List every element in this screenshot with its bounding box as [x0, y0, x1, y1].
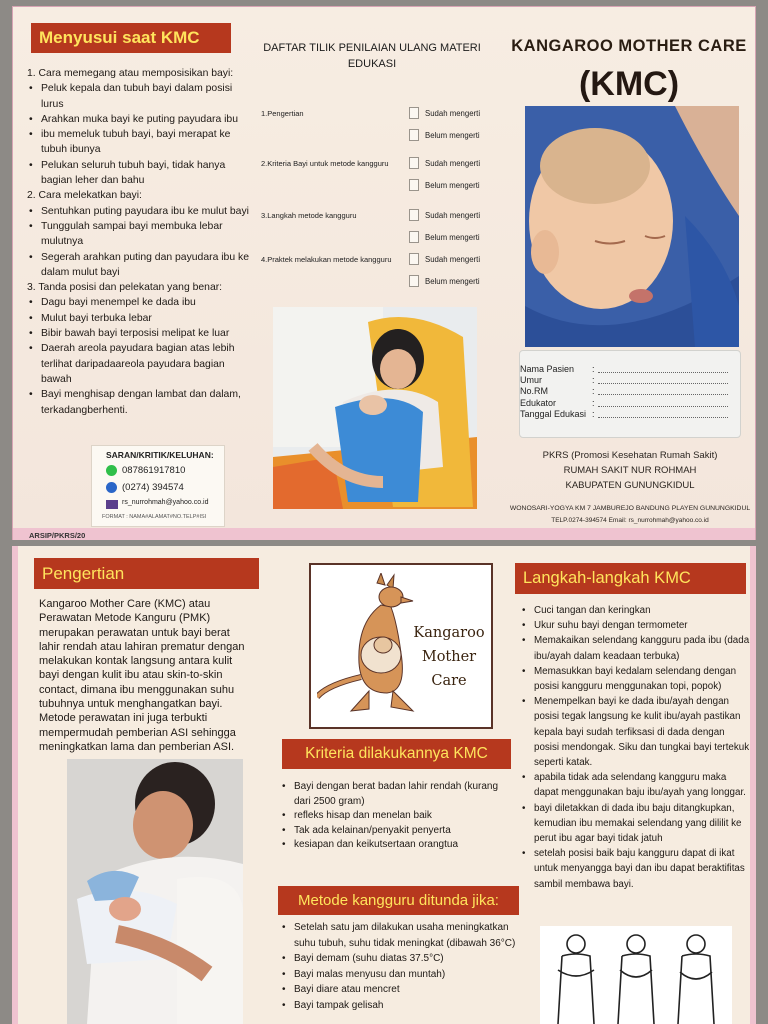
paragraph-line: meningkatkan lama dan pemberian ASI. [39, 740, 235, 753]
patient-fields [520, 364, 742, 420]
bullet-item: • Segerah arahkan puting dan payudara ibu ke dalam mulut bayi [27, 250, 249, 281]
sleeping-baby-photo [525, 106, 739, 347]
checkbox[interactable] [409, 129, 419, 141]
paragraph-line: lahir rendah atau lahiran prematur dengan [39, 640, 245, 653]
ditunda-item: • Setelah satu jam dilakukan usaha meningkatkan suhu tubuh, suhu tidak meningkat (dibawah 36°C) [280, 920, 520, 951]
paragraph-line: bayi dengan kulit ibu atau skin-to-skin [39, 669, 223, 682]
patient-field-input[interactable] [598, 372, 728, 373]
patient-field-colon: : [592, 375, 595, 386]
patient-field-label: Nama Pasien [520, 364, 575, 374]
ditunda-item: • Bayi demam (suhu diatas 37.5°C) [280, 951, 520, 967]
heading-pengertian: Pengertian [34, 558, 259, 589]
patient-field-label: Umur [520, 375, 542, 386]
patient-field-colon: : [592, 408, 595, 419]
bullet-item: • Bayi menghisap dengan lambat dan dalam, terkadangberhenti. [27, 387, 249, 418]
sms-format: FORMAT : NAMA#ALAMAT#NO.TELP#ISI [102, 514, 207, 520]
logo-word: Care [431, 673, 467, 689]
checkbox[interactable] [409, 179, 419, 191]
checklist-topic: 4.Praktek melakukan metode kangguru [261, 255, 392, 264]
checkbox[interactable] [409, 157, 419, 169]
patient-field-input[interactable] [598, 383, 728, 384]
patient-field-label: No.RM [520, 386, 549, 397]
patient-field-colon: : [592, 364, 595, 374]
brochure-outer-side [12, 6, 756, 540]
bullet-item: • Mulut bayi terbuka lebar [27, 311, 249, 326]
logo-word: Kangaroo [413, 625, 485, 641]
heading-menyusui: Menyusui saat KMC [31, 23, 231, 53]
email-address: rs_nurrohmah@yahoo.co.id [122, 499, 209, 506]
checkbox-label: Sudah mengerti [425, 211, 481, 220]
patient-field-colon: : [592, 397, 595, 408]
paragraph-line: melakukan kontak langsung antara kulit [39, 655, 233, 668]
org-contact: TELP.0274-394574 Email: rs_nurrohmah@yahoo.co.id [551, 517, 709, 524]
bullet-item: • Arahkan muka bayi ke puting payudara ibu [27, 112, 249, 127]
checklist-topic: 3.Langkah metode kangguru [261, 211, 357, 220]
paragraph-line: tubuhnya untuk menghangatkan bayi. [39, 698, 223, 711]
org-line-3: KABUPATEN GUNUNGKIDUL [565, 480, 695, 491]
checkbox[interactable] [409, 275, 419, 287]
pink-left-edge [12, 546, 18, 1024]
checkbox-label: Sudah mengerti [425, 109, 481, 118]
patient-field-label: Tanggal Edukasi [520, 408, 587, 419]
paragraph-line: Perawatan Metode Kanguru (PMK) [39, 612, 211, 625]
kriteria-list [280, 780, 512, 853]
patient-field-row [520, 386, 742, 397]
kangaroo-logo-frame [309, 563, 493, 729]
bullet-item: • Dagu bayi menempel ke dada ibu [27, 295, 249, 310]
kmc-title: KANGAROO MOTHER CARE [511, 37, 747, 55]
pengertian-paragraph [39, 597, 271, 754]
phone-number: (0274) 394574 [122, 482, 184, 493]
langkah-item: • setelah posisi baik baju kangguru dapat di ikat untuk menyangga bayi dan ibu dapat beraktifitas sambil membawa bayi. [520, 846, 750, 892]
kriteria-item: • kesiapan dan keikutsertaan orangtua [280, 838, 512, 853]
heading-ditunda: Metode kangguru ditunda jika: [278, 886, 519, 915]
langkah-item: • Memasukkan bayi kedalam selendang dengan posisi kangguru menggunakan topi, popok) [520, 664, 750, 694]
menyusui-list [27, 66, 249, 418]
heading-kriteria: Kriteria dilakukannya KMC [282, 739, 511, 769]
bullet-item: • Tunggulah sampai bayi membuka lebar mulutnya [27, 219, 249, 250]
numbered-item: 2. Cara melekatkan bayi: [27, 190, 142, 202]
kmc-steps-illustration [540, 926, 732, 1024]
checkbox[interactable] [409, 231, 419, 243]
bullet-item: • Daerah areola payudara bagian atas lebih terlihat daripadaareola payudara bagian bawah [27, 341, 249, 387]
phone-icon [106, 482, 117, 493]
whatsapp-icon [106, 465, 117, 476]
patient-field-row [520, 375, 742, 386]
paragraph-line: Metode perawatan ini juga terbukti [39, 712, 208, 725]
pink-bottom-edge [13, 528, 755, 540]
checkbox-label: Belum mengerti [425, 277, 480, 286]
paragraph-line: mempermudah pemberian ASI sehingga [39, 726, 236, 739]
patient-field-row [520, 409, 742, 420]
patient-field-row [520, 398, 742, 409]
org-line-2: RUMAH SAKIT NUR ROHMAH [563, 465, 697, 476]
patient-field-input[interactable] [598, 417, 728, 418]
contact-box [91, 445, 225, 527]
checkbox-label: Belum mengerti [425, 233, 480, 242]
heading-langkah: Langkah-langkah KMC [515, 563, 746, 594]
langkah-item: • apabila tidak ada selendang kangguru maka dapat menggunakan baju ibu/ayah yang longgar. [520, 770, 750, 800]
contact-title: SARAN/KRITIK/KELUHAN: [106, 450, 214, 460]
numbered-item: 1. Cara memegang atau memposisikan bayi: [27, 68, 234, 79]
logo-text [405, 621, 493, 693]
checkbox-label: Sudah mengerti [425, 159, 481, 168]
ditunda-list [280, 920, 520, 1013]
bullet-item: • Pelukan seluruh tubuh bayi, tidak hanya bagian leher dan bahu [27, 158, 249, 189]
checklist-topic: 1.Pengertian [261, 109, 304, 118]
bullet-item: • Bibir bawah bayi terposisi melipat ke luar [27, 326, 249, 341]
paragraph-line: merupakan perawatan untuk bayi berat [39, 626, 230, 639]
paragraph-line: contact, dimana ibu menggunakan suhu [39, 683, 235, 696]
checkbox-label: Belum mengerti [425, 181, 480, 190]
kriteria-item: • Tak ada kelainan/penyakit penyerta [280, 824, 512, 839]
patient-field-colon: : [592, 386, 595, 397]
checklist-title: DAFTAR TILIK PENILAIAN ULANG MATERI EDUKASI [263, 42, 481, 70]
patient-field-input[interactable] [598, 406, 728, 407]
numbered-item: 3. Tanda posisi dan pelekatan yang benar: [27, 282, 223, 294]
brochure-inner-side [12, 546, 756, 1024]
patient-field-label: Edukator [520, 397, 557, 408]
paragraph-line: Kangaroo Mother Care (KMC) atau [39, 598, 211, 610]
langkah-item: • Memakaikan selendang kangguru pada ibu (dada ibu/ayah dalam keadaan terbuka) [520, 633, 750, 663]
patient-field-input[interactable] [598, 394, 728, 395]
kriteria-item: • refleks hisap dan menelan baik [280, 809, 512, 824]
langkah-list [520, 603, 750, 892]
bullet-item: • ibu memeluk tubuh bayi, bayi merapat ke tubuh ibunya [27, 127, 249, 158]
langkah-item: • bayi diletakkan di dada ibu baju ditangkupkan, kemudian ibu memakai selendang yang dililit ke perut ibu agar bayi tidak jatuh [520, 801, 750, 847]
checkbox-label: Belum mengerti [425, 131, 480, 140]
logo-word: Mother [421, 649, 477, 665]
langkah-item: • Menempelkan bayi ke dada ibu/ayah dengan posisi tegak langsung ke kulit ibu/ayah pastikan kepala bayi sudah terfiksasi di dada dengan posisi mendongak. Siku dan tungkai bayi tertekuk seperti katak. [520, 694, 750, 770]
bullet-item: • Peluk kepala dan tubuh bayi dalam posisi lurus [27, 81, 249, 112]
langkah-item: • Ukur suhu bayi dengan termometer [520, 618, 750, 633]
checkbox[interactable] [409, 107, 419, 119]
pink-right-edge [750, 546, 756, 1024]
archive-code: ARSIP/PKRS/20 [29, 531, 86, 540]
checklist-topic: 2.Kriteria Bayi untuk metode kangguru [261, 159, 389, 168]
checkbox-label: Sudah mengerti [425, 255, 481, 264]
mother-newborn-photo [67, 759, 243, 1024]
whatsapp-number: 087861917810 [122, 465, 186, 476]
org-address: WONOSARI-YOGYA KM 7 JAMBUREJO BANDUNG PLAYEN GUNUNGKIDUL [509, 505, 751, 512]
ditunda-item: • Bayi tampak gelisah [280, 998, 520, 1014]
kriteria-item: • Bayi dengan berat badan lahir rendah (kurang dari 2500 gram) [280, 780, 512, 809]
patient-field-row [520, 364, 742, 375]
email-icon [106, 500, 118, 509]
kmc-acronym: (KMC) [578, 65, 680, 103]
mother-kmc-photo [273, 307, 477, 509]
checkbox[interactable] [409, 209, 419, 221]
bullet-item: • Sentuhkan puting payudara ibu ke mulut bayi [27, 204, 249, 219]
org-line-1: PKRS (Promosi Kesehatan Rumah Sakit) [542, 450, 718, 461]
ditunda-item: • Bayi diare atau mencret [280, 982, 520, 998]
langkah-item: • Cuci tangan dan keringkan [520, 603, 750, 618]
ditunda-item: • Bayi malas menyusu dan muntah) [280, 967, 520, 983]
checkbox[interactable] [409, 253, 419, 265]
